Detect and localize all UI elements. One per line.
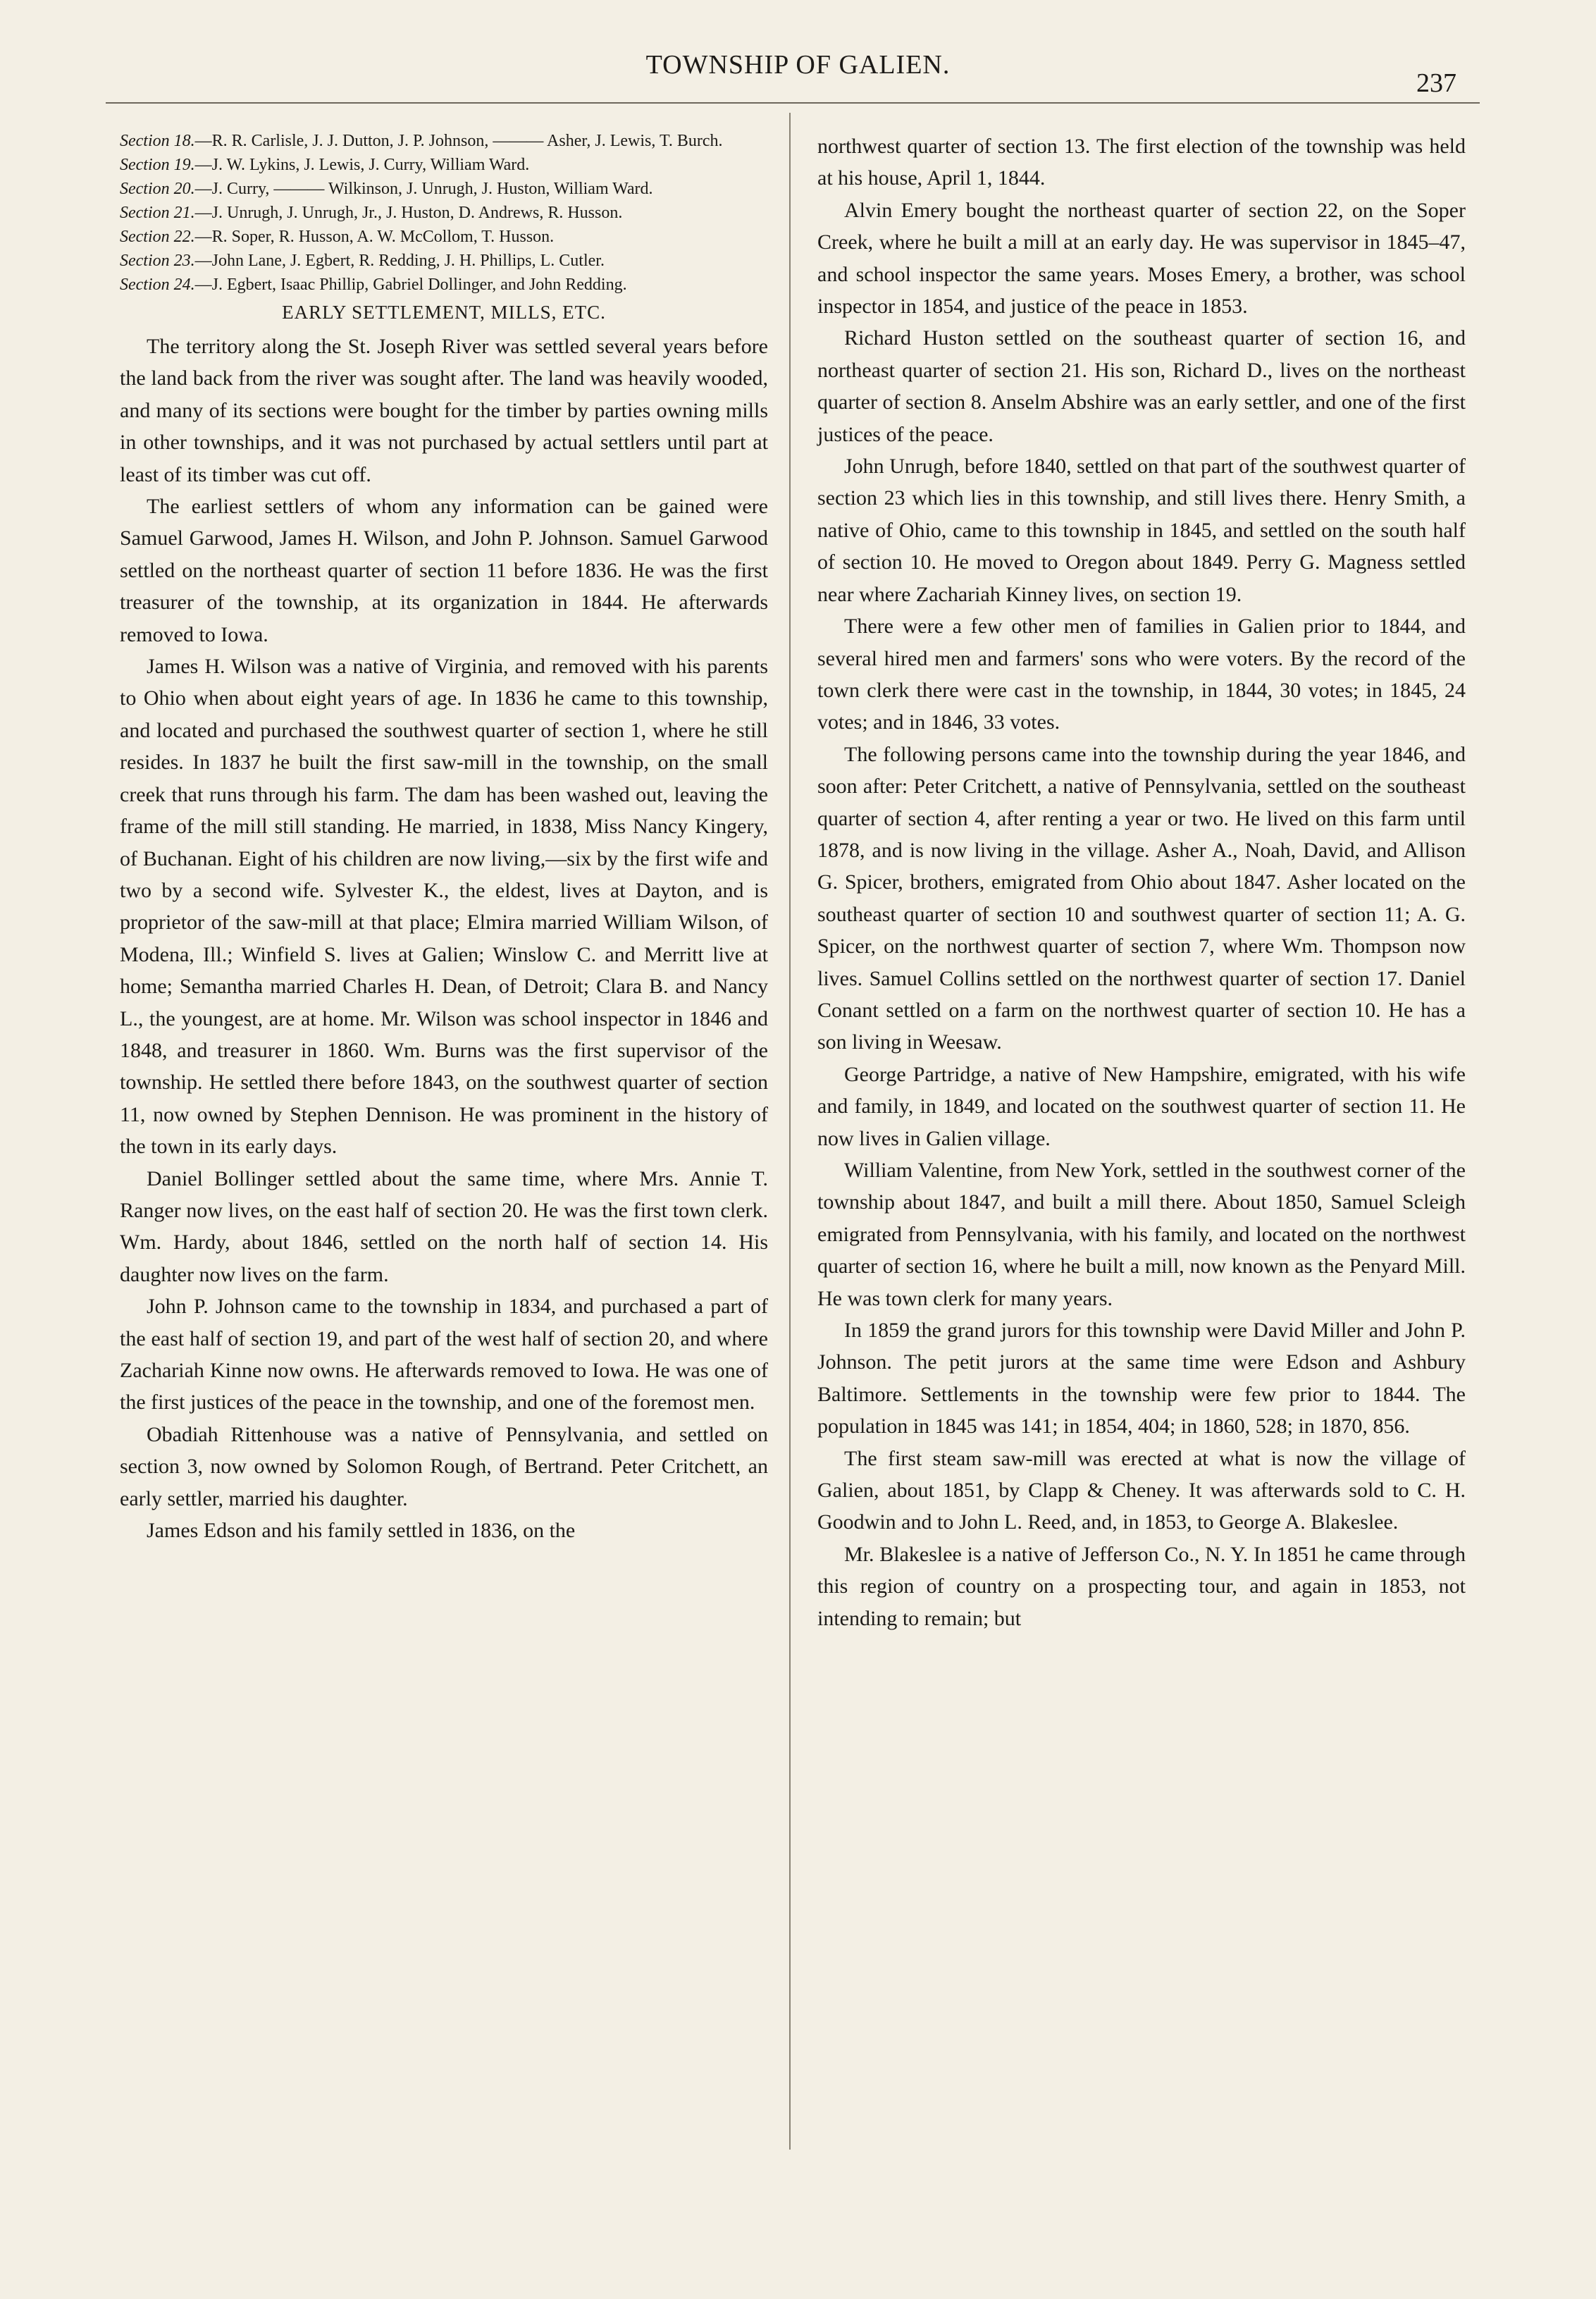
section-number: Section 18. xyxy=(120,132,195,150)
section-owners: —J. Curry, ——— Wilkinson, J. Unrugh, J. Huston, William Ward. xyxy=(194,180,653,198)
right-column xyxy=(817,130,1466,1634)
section-entry xyxy=(120,274,768,296)
paragraph: James H. Wilson was a native of Virginia, and removed with his parents to Ohio when about eight years of age. In 1836 he came to this township, and located and purchased the southwest quarter of section 1, where he still resides. In 1837 he built the first saw-mill in the township, on the small creek that runs through his farm. The dam has been washed out, leaving the frame of the mill still standing. He married, in 1838, Miss Nancy Kingery, of Buchanan. Eight of his children are now living,—six by the first wife and two by a second wife. Sylvester K., the eldest, lives at Dayton, and is proprietor of the saw-mill at that place; Elmira married William Wilson, of Modena, Ill.; Winfield S. lives at Galien; Winslow C. and Merritt live at home; Semantha married Charles H. Dean, of Detroit; Clara B. and Nancy L., the youngest, are at home. Mr. Wilson was school inspector in 1846 and 1848, and treasurer in 1860. Wm. Burns was the first supervisor of the township. He settled there before 1843, on the southwest quarter of section 11, now owned by Stephen Dennison. He was prominent in the history of the town in its early days. xyxy=(120,655,768,1159)
section-number: Section 22. xyxy=(120,228,195,246)
column-divider xyxy=(789,113,791,2150)
paragraph-continuation: northwest quarter of section 13. The first election of the township was held at his house, April 1, 1844. xyxy=(817,135,1466,190)
section-owners: —J. Unrugh, J. Unrugh, Jr., J. Huston, D. Andrews, R. Husson. xyxy=(194,204,623,222)
running-head: TOWNSHIP OF GALIEN. xyxy=(645,50,951,80)
section-entry xyxy=(120,226,768,248)
paragraph: George Partridge, a native of New Hampshire, emigrated, with his wife and family, in 1849, and located on the southwest quarter of section 11. He now lives in Galien village. xyxy=(817,1062,1466,1150)
section-owners: —R. R. Carlisle, J. J. Dutton, J. P. Johnson, ——— Asher, J. Lewis, T. Burch. xyxy=(194,132,723,150)
paragraph: John Unrugh, before 1840, settled on that part of the southwest quarter of section 23 which lies in this township, and still lives there. Henry Smith, a native of Ohio, came to this township in 1845, and settled on the south half of section 10. He moved to Oregon about 1849. Perry G. Magness settled near where Zachariah Kinney lives, on section 19. xyxy=(817,455,1466,606)
paragraph: William Valentine, from New York, settled in the southwest corner of the township about 1847, and built a mill there. About 1850, Samuel Scleigh emigrated from Pennsylvania, with his family, and located on the northwest quarter of section 16, where he built a mill, now known as the Penyard Mill. He was town clerk for many years. xyxy=(817,1159,1466,1310)
page-number: 237 xyxy=(1416,68,1456,98)
paragraph: In 1859 the grand jurors for this township were David Miller and John P. Johnson. The petit jurors at the same time were Edson and Ashbury Baltimore. Settlements in the township were few prior to 1844. The population in 1845 was 141; in 1854, 404; in 1860, 528; in 1870, 856. xyxy=(817,1319,1466,1438)
section-number: Section 23. xyxy=(120,252,195,270)
paragraph: Mr. Blakeslee is a native of Jefferson Co., N. Y. In 1851 he came through this region of country on a prospecting tour, and again in 1853, not intending to remain; but xyxy=(817,1542,1466,1630)
section-entry xyxy=(120,178,768,200)
paragraph: Daniel Bollinger settled about the same time, where Mrs. Annie T. Ranger now lives, on the east half of section 20. He was the first town clerk. Wm. Hardy, about 1846, settled on the north half of section 14. His daughter now lives on the farm. xyxy=(120,1166,768,1286)
section-entry xyxy=(120,154,768,176)
paragraph: The territory along the St. Joseph River was settled several years before the land back from the river was sought after. The land was heavily wooded, and many of its sections were bought for the timber by parties owning mills in other townships, and it was not purchased by actual settlers until part at least of its timber was cut off. xyxy=(120,335,768,486)
paragraph: Alvin Emery bought the northeast quarter of section 22, on the Soper Creek, where he built a mill at an early day. He was supervisor in 1845–47, and school inspector the same years. Moses Emery, a brother, was school inspector in 1854, and justice of the peace in 1853. xyxy=(817,198,1466,319)
section-owners: —R. Soper, R. Husson, A. W. McCollom, T. Husson. xyxy=(194,228,555,246)
paragraph: The first steam saw-mill was erected at what is now the village of Galien, about 1851, by Clapp & Cheney. It was afterwards sold to C. H. Goodwin and to John L. Reed, and, in 1853, to George A. Blakeslee. xyxy=(817,1446,1466,1534)
paragraph: John P. Johnson came to the township in 1834, and purchased a part of the east half of section 19, and part of the west half of section 20, and where Zachariah Kinne now owns. He afterwards removed to Iowa. He was one of the first justices of the peace in the township, and one of the foremost men. xyxy=(120,1295,768,1414)
section-owners: —J. Egbert, Isaac Phillip, Gabriel Dollinger, and John Redding. xyxy=(194,276,627,294)
left-column xyxy=(120,130,768,1546)
header-rule xyxy=(106,102,1480,104)
paragraph: James Edson and his family settled in 1836, on the xyxy=(147,1519,576,1543)
section-number: Section 19. xyxy=(120,156,195,174)
paragraph: There were a few other men of families in Galien prior to 1844, and several hired men and farmers' sons who were voters. By the record of the town clerk there were cast in the township, in 1844, 30 votes; in 1845, 24 votes; and in 1846, 33 votes. xyxy=(817,615,1466,734)
section-entry xyxy=(120,202,768,224)
paragraph: Richard Huston settled on the southeast quarter of section 16, and northeast quarter of section 21. His son, Richard D., lives on the northeast quarter of section 8. Anselm Abshire was an early settler, and one of the first justices of the peace. xyxy=(817,326,1466,446)
section-entry xyxy=(120,130,768,152)
section-owners: —J. W. Lykins, J. Lewis, J. Curry, William Ward. xyxy=(194,156,530,174)
section-number: Section 24. xyxy=(120,276,195,294)
paragraph: Obadiah Rittenhouse was a native of Pennsylvania, and settled on section 3, now owned by Solomon Rough, of Bertrand. Peter Critchett, an early settler, married his daughter. xyxy=(120,1422,768,1510)
section-number: Section 21. xyxy=(120,204,195,222)
section-heading: EARLY SETTLEMENT, MILLS, ETC. xyxy=(282,302,606,323)
section-number: Section 20. xyxy=(120,180,195,198)
section-entry xyxy=(120,250,768,272)
section-list xyxy=(120,130,768,296)
section-owners: —John Lane, J. Egbert, R. Redding, J. H. Phillips, L. Cutler. xyxy=(194,252,605,270)
paragraph: The following persons came into the township during the year 1846, and soon after: Peter Critchett, a native of Pennsylvania, settled on the southeast quarter of section 4, after renting a year or two. He lived on this farm until 1878, and is now living in the village. Asher A., Noah, David, and Allison G. Spicer, brothers, emigrated from Ohio about 1847. Asher located on the southeast quarter of section 10 and southwest quarter of section 11; A. G. Spicer, on the northwest quarter of section 7, where Wm. Thompson now lives. Samuel Collins settled on the northwest quarter of section 17. Daniel Conant settled on a farm on the northwest quarter of section 10. He has a son living in Weesaw. xyxy=(817,742,1466,1054)
paragraph: The earliest settlers of whom any information can be gained were Samuel Garwood, James H. Wilson, and John P. Johnson. Samuel Garwood settled on the northeast quarter of section 11 before 1836. He was the first treasurer of the township, at its organization in 1844. He afterwards removed to Iowa. xyxy=(120,495,768,646)
